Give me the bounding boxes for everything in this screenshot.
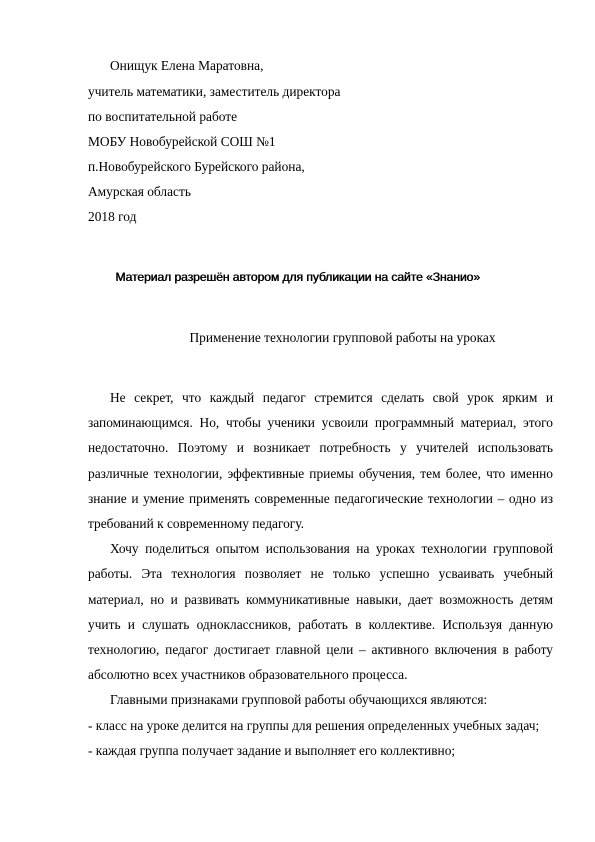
year: 2018 год <box>88 209 137 224</box>
body-paragraph: Не секрет, что каждый педагог стремится сделать свой урок ярким и запоминающимся. Но, чтобы ученики усвоили программный материал, этого недостаточно. Поэтому и возникает потребность у учителей использовать различные технологии, эффективные приемы обучения, тем более, что именно знание и умение применять современные педагогические технологии – одно из требований к современному педагогу. <box>88 390 553 532</box>
document-body <box>88 385 553 763</box>
document-title: Применение технологии групповой работы на уроках <box>189 330 496 345</box>
author-name: Онищук Елена Маратовна, <box>110 58 264 73</box>
author-position: учитель математики, заместитель директора <box>88 84 341 99</box>
body-paragraph: Хочу поделиться опытом использования на уроках технологии групповой работы. Эта технология позволяет не только успешно усваивать учебный материал, но и развивать коммуникативные навыки, дает возможность детям учить и слушать одноклассников, работать в коллективе. Используя данную технологию, педагог достигает главной цели – активного включения в работу абсолютно всех участников образовательного процесса. <box>88 541 553 683</box>
list-item: - класс на уроке делится на группы для решения определенных учебных задач; <box>88 717 540 733</box>
school-name: МОБУ Новобурейской СОШ №1 <box>88 134 276 149</box>
school-location: п.Новобурейского Бурейского района, <box>88 159 305 174</box>
publication-notice: Материал разрешён автором для публикации на сайте «Знанио» <box>115 270 480 284</box>
body-paragraph: Главными признаками групповой работы обучающихся являются: <box>110 692 488 708</box>
list-item: - каждая группа получает задание и выполняет его коллективно; <box>88 742 456 758</box>
region: Амурская область <box>88 184 191 199</box>
author-position-continued: по воспитательной работе <box>88 109 238 124</box>
